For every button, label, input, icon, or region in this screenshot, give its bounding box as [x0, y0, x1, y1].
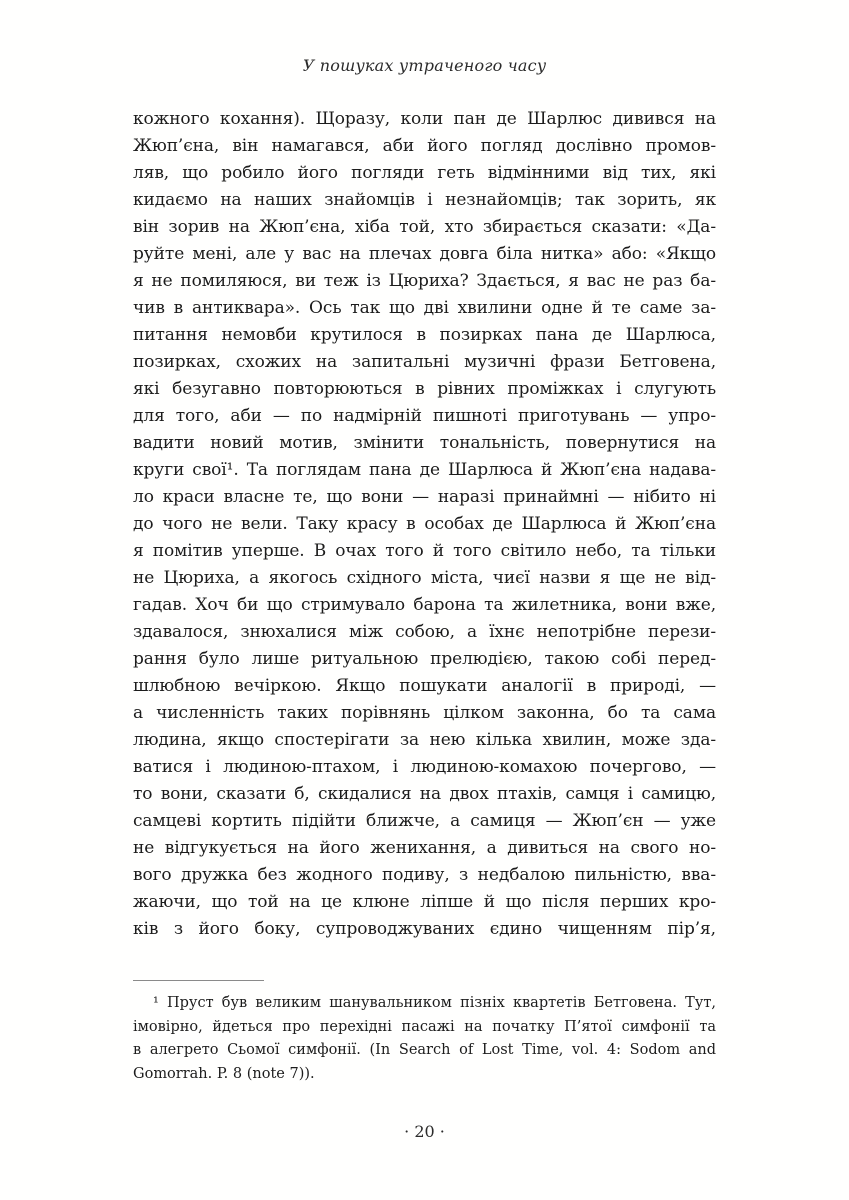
text-line: гадав. Хоч би що стримувало барона та жилетника, вони вже, — [133, 595, 716, 615]
text-line: кидаємо на наших знайомців і незнайомців; так зорить, як — [133, 190, 716, 210]
text-line: я помітив уперше. В очах того й того світило небо, та тільки — [133, 541, 716, 561]
text-line: до чого не вели. Таку красу в особах де Шарлюса й Жюп’єна — [133, 514, 716, 534]
text-line: то вони, сказати б, скидалися на двох птахів, самця і самицю, — [133, 784, 716, 804]
text-line: людина, якщо спостерігати за нею кілька хвилин, може зда- — [133, 730, 716, 750]
text-line: ло краси власне те, що вони — наразі принаймні — нібито ні — [133, 487, 716, 507]
text-line: які безугавно повторюються в рівних проміжках і слугують — [133, 379, 716, 399]
text-line: він зорив на Жюп’єна, хіба той, хто збирається сказати: «Да- — [133, 217, 716, 237]
text-line: кожного кохання). Щоразу, коли пан де Шарлюс дивився на — [133, 109, 716, 129]
text-line: Gomorrah. P. 8 (note 7)). — [133, 1065, 315, 1082]
text-line: вого дружка без жодного подиву, з недбалою пильністю, вва- — [133, 865, 716, 885]
text-line: не відгукується на його женихання, а дивиться на свого но- — [133, 838, 716, 858]
body-text — [133, 106, 716, 943]
text-line: позирках, схожих на запитальні музичні фрази Бетговена, — [133, 352, 716, 372]
text-line: руйте мені, але у вас на плечах довга біла нитка» або: «Якщо — [133, 244, 716, 264]
text-line: для того, аби — по надмірній пишноті приготувань — упро- — [133, 406, 716, 426]
text-line: в алегрето Сьомої симфонії. (In Search of Lost Time, vol. 4: Sodom and — [133, 1042, 716, 1058]
page-number: · 20 · — [404, 1122, 445, 1141]
footnote — [133, 992, 716, 1086]
text-line: здавалося, знюхалися між собою, а їхнє непотрібне перези- — [133, 622, 716, 642]
footnote-separator — [133, 980, 264, 981]
running-header: У пошуках утраченого часу — [302, 56, 547, 75]
text-line: а численність таких порівнянь цілком законна, бо та сама — [133, 703, 716, 723]
text-line: питання немовби крутилося в позирках пана де Шарлюса, — [133, 325, 716, 345]
text-line: ватися і людиною-птахом, і людиною-комахою почергово, — — [133, 757, 716, 777]
text-line: ¹ Пруст був великим шанувальником пізніх квартетів Бетговена. Тут, — [153, 995, 716, 1011]
text-line: ків з його боку, супроводжуваних єдино чищенням пір’я, — [133, 919, 716, 939]
text-line: круги свої¹. Та поглядам пана де Шарлюса й Жюп’єна надава- — [133, 460, 716, 480]
text-line: жаючи, що той на це клюне ліпше й що після перших кро- — [133, 892, 716, 912]
text-line: ляв, що робило його погляди геть відмінними від тих, які — [133, 163, 716, 183]
text-line: чив в антиквара». Ось так що дві хвилини одне й те саме за- — [133, 298, 716, 318]
text-line: самцеві кортить підійти ближче, а самиця — Жюп’єн — уже — [133, 811, 716, 831]
text-line: вадити новий мотив, змінити тональність, повернутися на — [133, 433, 716, 453]
text-line: я не помиляюся, ви теж із Цюриха? Здається, я вас не раз ба- — [133, 271, 716, 291]
text-line: Жюп’єна, він намагався, аби його погляд дослівно промов- — [133, 136, 716, 156]
text-line: імовірно, йдеться про перехідні пасажі на початку П’ятої симфонії та — [133, 1018, 716, 1035]
text-line: рання було лише ритуальною прелюдією, такою собі перед- — [133, 649, 716, 669]
text-line: не Цюриха, а якогось східного міста, чиєї назви я ще не від- — [133, 568, 716, 588]
text-line: шлюбною вечіркою. Якщо пошукати аналогії в природі, — — [133, 676, 716, 696]
